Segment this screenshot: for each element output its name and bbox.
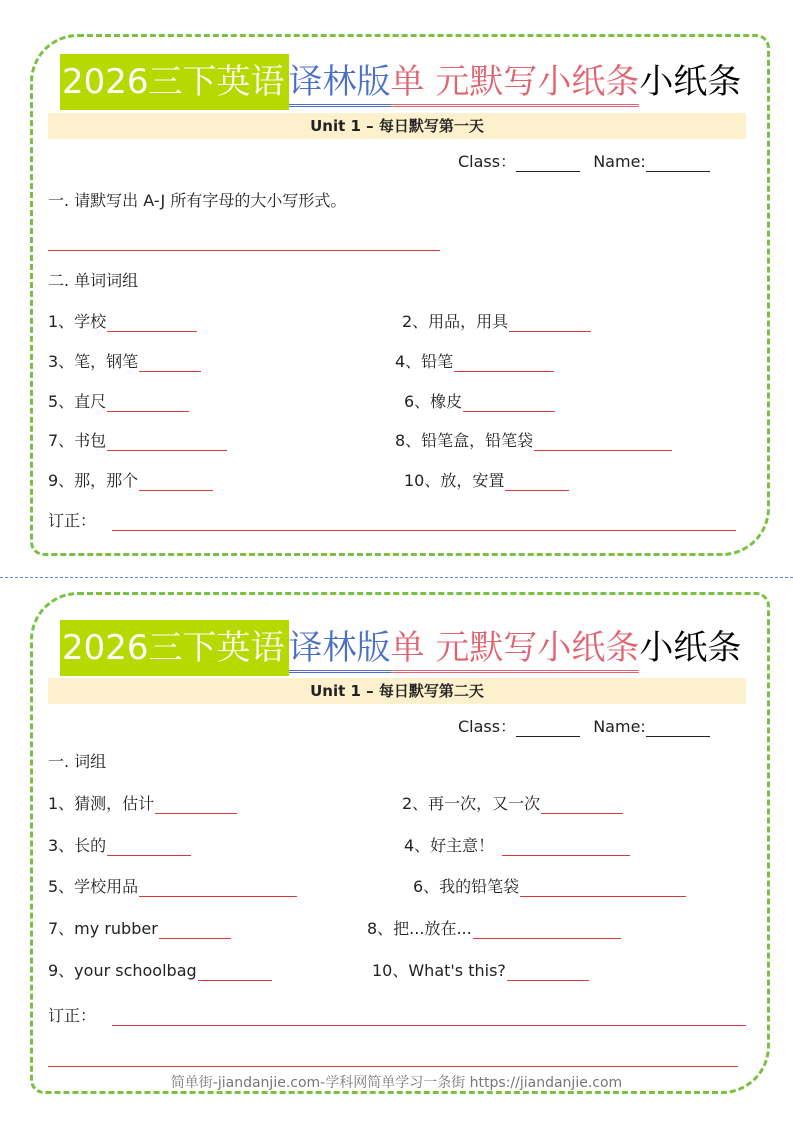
list-item: 3、笔，钢笔 [48, 352, 201, 372]
answer-blank[interactable] [473, 922, 621, 939]
answer-blank[interactable] [505, 474, 569, 491]
list-item: 8、把...放在... [367, 919, 621, 939]
answer-blank[interactable] [502, 839, 630, 856]
list-item: 9、your schoolbag [48, 961, 272, 981]
header-title-2 [60, 620, 741, 676]
cut-line [0, 577, 793, 578]
list-item: 2、用品，用具 [402, 312, 591, 332]
answer-blank[interactable] [520, 880, 686, 897]
subtitle-1: Unit 1 – 每日默写第一天 [302, 117, 492, 135]
name-blank[interactable] [646, 720, 710, 737]
section-heading-letters: 一. 请默写出 A-J 所有字母的大小写形式。 [48, 191, 347, 210]
correction-line[interactable] [112, 1025, 746, 1026]
footer-watermark: 简单街-jiandanjie.com-学科网简单学习一条街 https://jiandanjie.com [170, 1075, 623, 1091]
list-item: 6、橡皮 [404, 392, 555, 412]
title-part-red: 单 元默写小纸条 [391, 626, 640, 673]
list-item: 9、那，那个 [48, 471, 213, 491]
title-part-green: 2026三下英语 [60, 620, 289, 676]
list-item: 7、书包 [48, 431, 227, 451]
list-item: 5、学校用品 [48, 877, 297, 897]
section-heading-words: 二. 单词词组 [48, 271, 139, 290]
answer-blank[interactable] [541, 797, 623, 814]
list-item: 6、我的铅笔袋 [413, 877, 686, 897]
answer-blank[interactable] [107, 434, 227, 451]
answer-line-letters[interactable] [48, 250, 440, 251]
title-part-blue: 译林版 [289, 626, 391, 673]
class-blank[interactable] [516, 155, 580, 172]
answer-blank[interactable] [107, 315, 197, 332]
class-label: Class： [458, 717, 517, 736]
list-item: 1、学校 [48, 312, 197, 332]
list-item: 3、长的 [48, 836, 191, 856]
class-blank[interactable] [516, 720, 580, 737]
answer-blank[interactable] [139, 474, 213, 491]
correction-line[interactable] [112, 530, 736, 531]
header-title-1 [60, 54, 741, 110]
subtitle-2: Unit 1 – 每日默写第二天 [302, 682, 492, 700]
correction-line-extra[interactable] [48, 1066, 738, 1067]
title-part-black: 小纸条 [639, 628, 742, 668]
list-item: 8、铅笔盒，铅笔袋 [395, 431, 672, 451]
section-heading-phrases: 一. 词组 [48, 752, 107, 771]
list-item: 10、放，安置 [404, 471, 569, 491]
answer-blank[interactable] [507, 964, 589, 981]
list-item: 5、直尺 [48, 392, 189, 412]
class-label: Class： [458, 152, 517, 171]
correction-label: 订正： [48, 1006, 97, 1025]
answer-blank[interactable] [139, 880, 297, 897]
answer-blank[interactable] [155, 797, 237, 814]
list-item: 2、再一次，又一次 [402, 794, 623, 814]
answer-blank[interactable] [454, 355, 554, 372]
answer-blank[interactable] [534, 434, 672, 451]
subtitle-band-1 [48, 113, 746, 139]
list-item: 1、猜测，估计 [48, 794, 237, 814]
name-label: Name: [593, 717, 646, 736]
title-part-green: 2026三下英语 [60, 54, 289, 110]
list-item: 10、What's this? [372, 961, 589, 981]
name-label: Name: [593, 152, 646, 171]
answer-blank[interactable] [198, 964, 272, 981]
list-item: 4、好主意！ [404, 836, 630, 856]
class-name-row-2 [458, 717, 710, 737]
answer-blank[interactable] [509, 315, 591, 332]
title-part-red: 单 元默写小纸条 [391, 60, 640, 107]
list-item: 7、my rubber [48, 919, 231, 939]
answer-blank[interactable] [463, 395, 555, 412]
list-item: 4、铅笔 [395, 352, 554, 372]
subtitle-band-2 [48, 678, 746, 704]
correction-label: 订正： [48, 511, 97, 530]
answer-blank[interactable] [107, 839, 191, 856]
name-blank[interactable] [646, 155, 710, 172]
class-name-row-1 [458, 152, 710, 172]
title-part-blue: 译林版 [289, 60, 391, 107]
answer-blank[interactable] [107, 395, 189, 412]
answer-blank[interactable] [139, 355, 201, 372]
answer-blank[interactable] [159, 922, 231, 939]
title-part-black: 小纸条 [639, 62, 742, 102]
